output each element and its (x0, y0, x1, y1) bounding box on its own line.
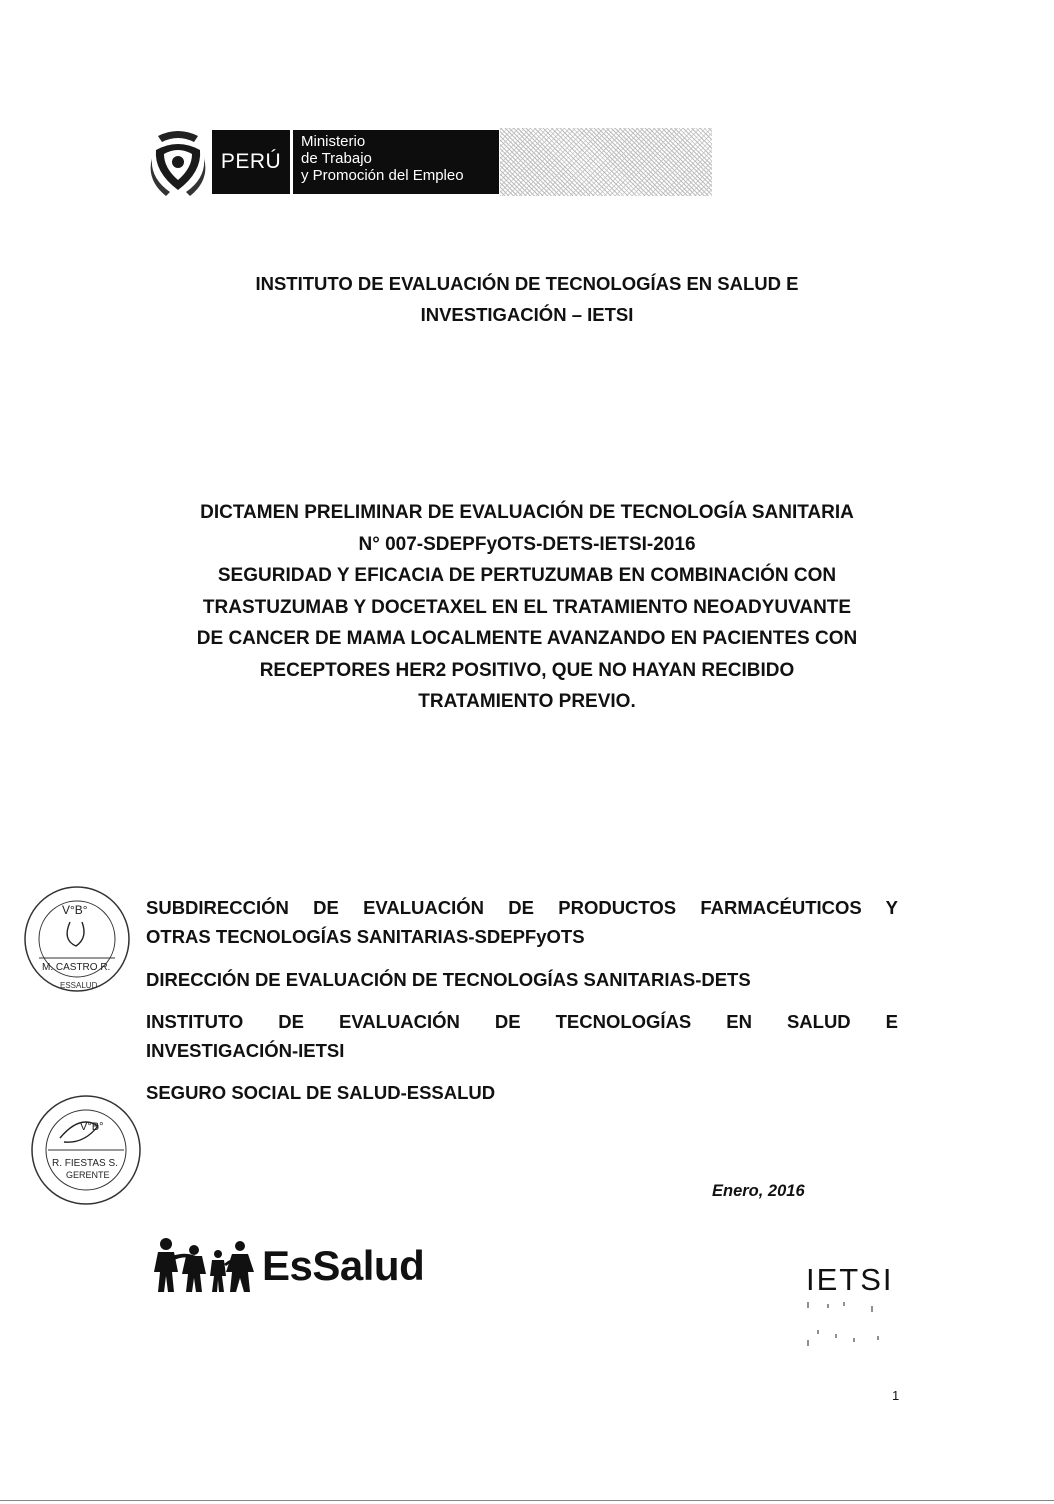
subdireccion-line-1: SUBDIRECCIÓN DE EVALUACIÓN DE PRODUCTOS FARMACÉUTICOS Y (146, 897, 898, 918)
stamp2-name: R. FIESTAS S. (52, 1158, 118, 1169)
dictamen-line-3: SEGURIDAD Y EFICACIA DE PERTUZUMAB EN COMBINACIÓN CON (217, 565, 837, 586)
dictamen-line-7: TRATAMIENTO PREVIO. (418, 691, 636, 712)
scan-edge-line (0, 1500, 1054, 1501)
institute-title (150, 268, 904, 330)
institute-title-line-2: INVESTIGACIÓN – IETSI (420, 304, 634, 325)
stamp2-role: GERENTE (66, 1170, 110, 1180)
document-date: Enero, 2016 (712, 1182, 805, 1200)
instituto-line-2: INVESTIGACIÓN-IETSI (146, 1040, 345, 1061)
scanned-logo-dither (500, 128, 712, 196)
ietsi-logo-marks (806, 1300, 896, 1350)
dictamen-line-5: DE CANCER DE MAMA LOCALMENTE AVANZANDO EN PACIENTES CON (196, 628, 858, 649)
dictamen-line-4: TRASTUZUMAB Y DOCETAXEL EN EL TRATAMIENTO NEOADYUVANTE (202, 596, 852, 618)
dictamen-title (140, 497, 914, 718)
stamp1-vb: V°B° (62, 903, 88, 917)
essalud-logo-text: EsSalud (262, 1242, 425, 1289)
approval-stamp-2 (30, 1090, 142, 1210)
peru-label: PERÚ (212, 130, 290, 194)
subdireccion-block (146, 893, 898, 951)
instituto-block (146, 1007, 898, 1065)
subdireccion-line-2: OTRAS TECNOLOGÍAS SANITARIAS-SDEPFyOTS (146, 926, 585, 947)
essalud-family-icon (152, 1236, 260, 1294)
dictamen-line-2: N° 007-SDEPFyOTS-DETS-IETSI-2016 (358, 533, 696, 555)
stamp2-vb: V°B° (80, 1121, 104, 1133)
ministry-line-1: Ministerio (301, 133, 366, 150)
seguro-line: SEGURO SOCIAL DE SALUD-ESSALUD (146, 1082, 496, 1103)
institute-title-line-1: INSTITUTO DE EVALUACIÓN DE TECNOLOGÍAS EN SALUD E (255, 273, 799, 294)
ministry-line-2: de Trabajo (301, 150, 372, 167)
peru-coat-of-arms-icon (150, 128, 206, 198)
page-number: 1 (892, 1388, 900, 1403)
instituto-line-1: INSTITUTO DE EVALUACIÓN DE TECNOLOGÍAS EN SALUD E (146, 1011, 898, 1032)
stamp1-name: M. CASTRO R. (42, 962, 111, 973)
approval-stamp-1 (22, 880, 132, 998)
dictamen-line-6: RECEPTORES HER2 POSITIVO, QUE NO HAYAN RECIBIDO (259, 659, 795, 681)
ietsi-logo-text: IETSI (806, 1262, 894, 1297)
ministry-label (293, 130, 499, 194)
ministry-line-3: y Promoción del Empleo (301, 167, 464, 184)
stamp1-ring: ESSALUD (60, 981, 98, 990)
direccion-line: DIRECCIÓN DE EVALUACIÓN DE TECNOLOGÍAS SANITARIAS-DETS (146, 969, 751, 990)
dictamen-line-1: DICTAMEN PRELIMINAR DE EVALUACIÓN DE TECNOLOGÍA SANITARIA (200, 502, 854, 523)
